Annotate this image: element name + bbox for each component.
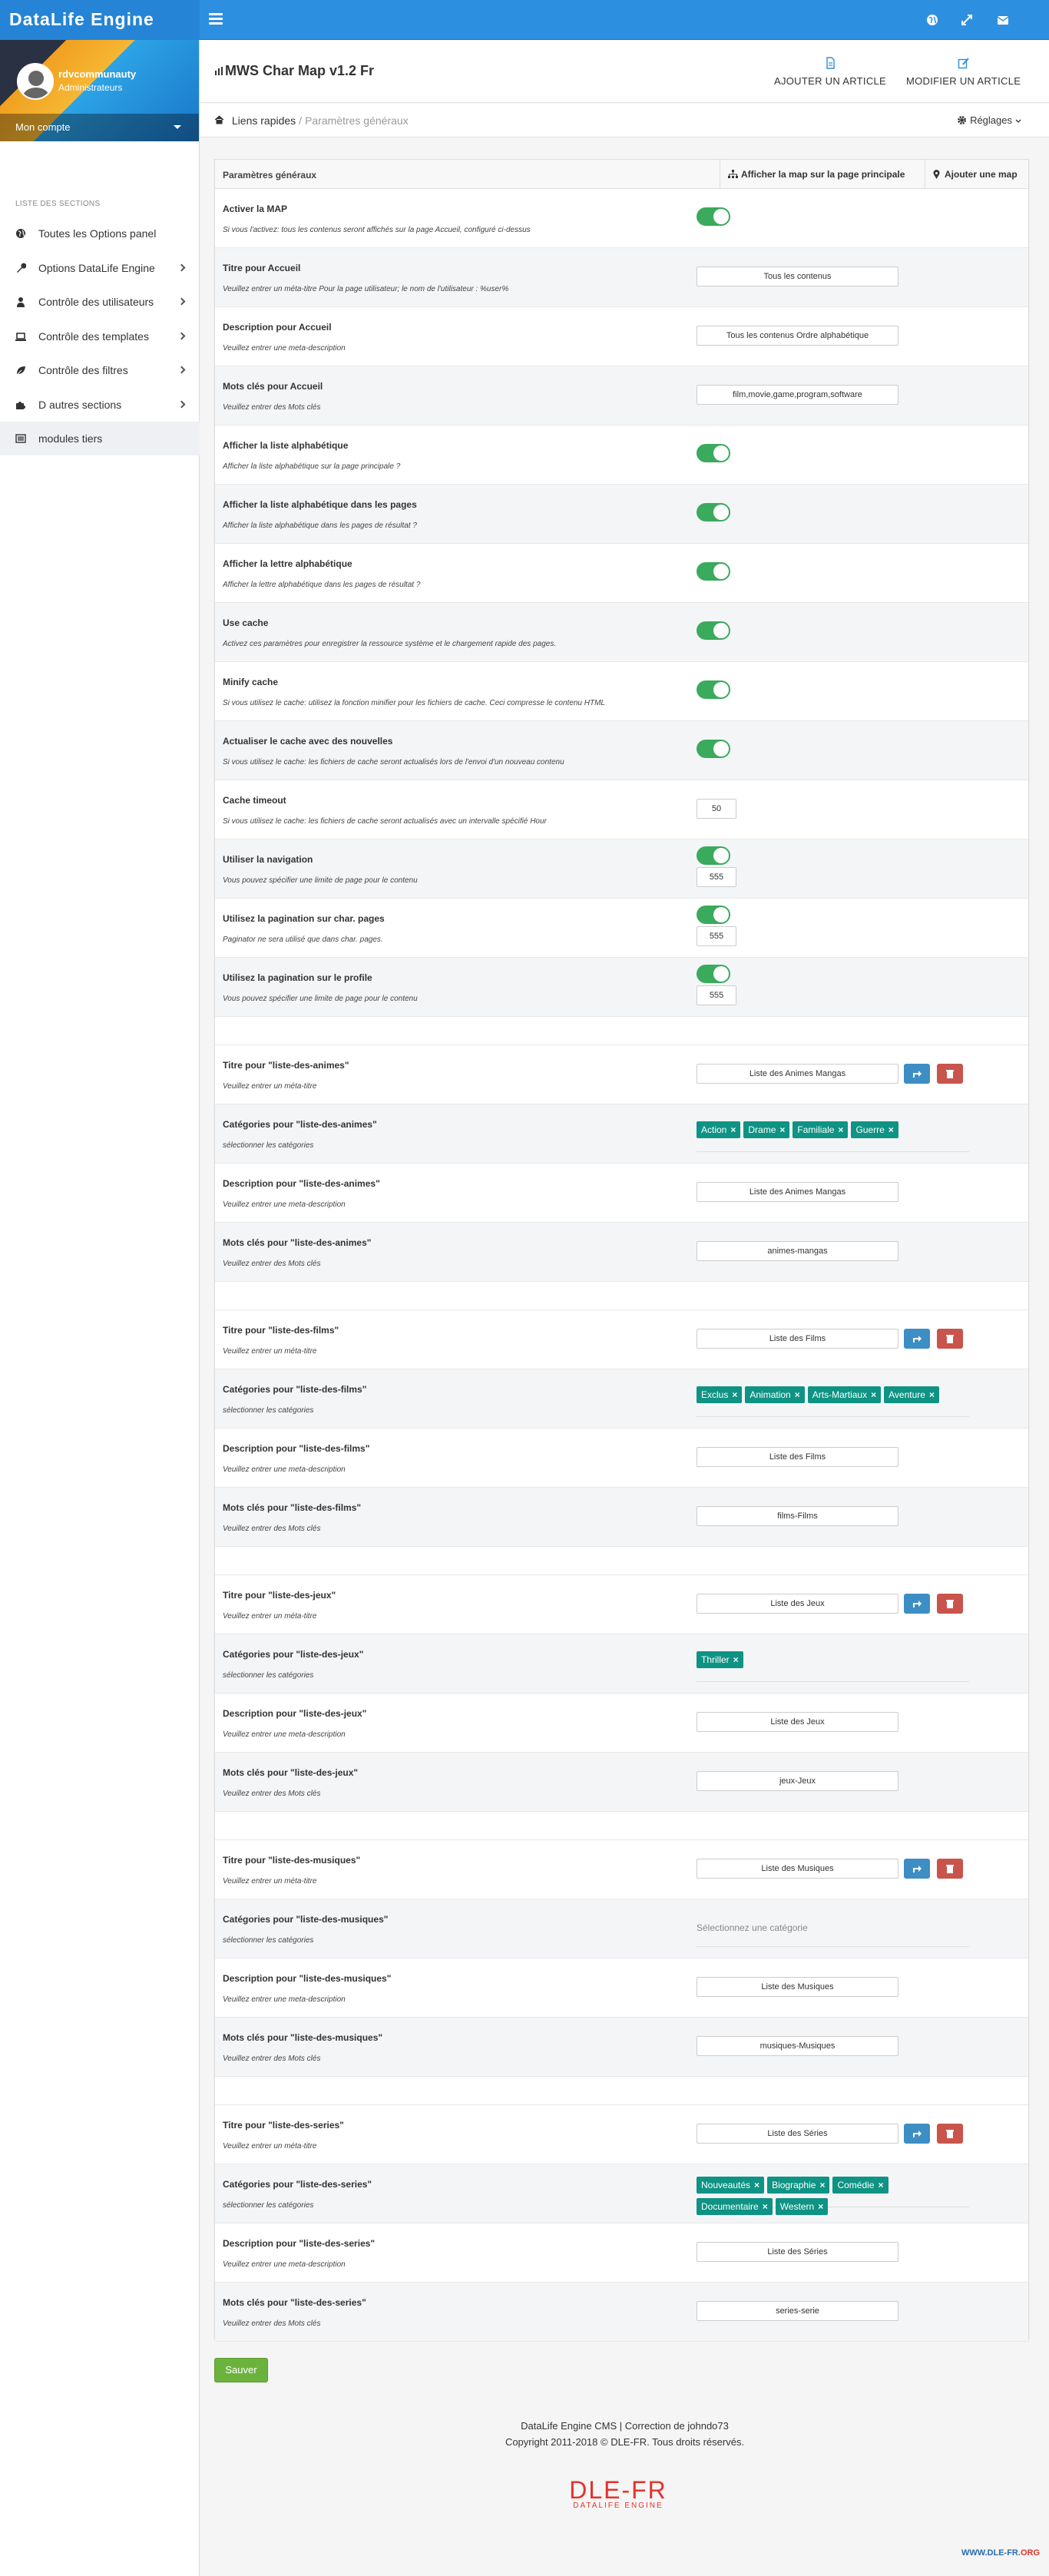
number-input[interactable]: 555 (697, 985, 736, 1005)
map-marker-icon (933, 170, 940, 179)
title-input[interactable]: Liste des Jeux (697, 1594, 898, 1614)
setting-label: Utilisez la pagination sur char. pages (223, 913, 385, 924)
delete-button[interactable] (937, 1329, 963, 1349)
globe-icon[interactable] (925, 13, 939, 27)
setting-label: Mots clés pour "liste-des-animes" (223, 1237, 372, 1248)
setting-row-utiliser-la-navigation (215, 839, 1028, 899)
avatar[interactable] (17, 63, 54, 100)
section-row-categories-liste-des-series (215, 2164, 1028, 2223)
keywords-input[interactable]: series-serie (697, 2301, 898, 2321)
setting-description: sélectionner les catégories (223, 2201, 314, 2210)
toggle-knob (713, 564, 729, 579)
gear-icon (957, 115, 967, 125)
title-input[interactable]: Liste des Musiques (697, 1859, 898, 1879)
section-row-title-liste-des-jeux (215, 1575, 1028, 1634)
bar-chart-icon (214, 66, 223, 75)
title-input[interactable]: Liste des Films (697, 1329, 898, 1349)
share-icon (912, 2129, 922, 2138)
setting-description: Afficher la liste alphabétique dans les pages de résultat ? (223, 521, 417, 530)
toggle-knob (713, 741, 729, 757)
toggle-switch[interactable] (697, 740, 730, 758)
remove-tag-icon[interactable]: × (838, 1124, 844, 1135)
panel-header (215, 160, 1028, 189)
breadcrumb-home-link[interactable]: Liens rapides (231, 114, 296, 127)
category-tag (808, 1386, 881, 1403)
category-select[interactable] (697, 1916, 969, 1947)
setting-label: Titre pour "liste-des-films" (223, 1325, 339, 1336)
section-row-description-liste-des-films (215, 1429, 1028, 1488)
wrench-icon (15, 263, 26, 273)
sidebar (0, 40, 200, 2576)
footer-credits: DataLife Engine CMS | Correction de johndo73 (521, 2420, 729, 2432)
page-title-text: MWS Char Map v1.2 Fr (225, 63, 375, 78)
footer-copyright: Copyright 2011-2018 © DLE-FR. Tous droits réservés. (505, 2436, 745, 2448)
setting-label: Description pour "liste-des-series" (223, 2238, 376, 2249)
category-select[interactable] (697, 2177, 969, 2212)
category-tag-label: Biographie (772, 2180, 816, 2190)
setting-row-actualiser-le-cache-avec-des-nouvelles (215, 721, 1028, 780)
category-tag (745, 1386, 804, 1403)
category-tag (884, 1386, 939, 1403)
remove-tag-icon[interactable]: × (730, 1124, 736, 1135)
sidebar-item-controle-des-utilisateurs[interactable] (0, 285, 200, 319)
add-map-button[interactable] (925, 160, 1025, 189)
setting-description: Veuillez entrer un méta-titre (223, 1347, 317, 1356)
section-row-title-liste-des-musiques (215, 1840, 1028, 1899)
setting-description: Veuillez entrer des Mots clés (223, 403, 321, 412)
setting-description: Veuillez entrer des Mots clés (223, 1790, 321, 1798)
category-tag (793, 1121, 848, 1138)
setting-label: Mots clés pour "liste-des-films" (223, 1502, 362, 1513)
setting-description: Activez ces paramètres pour enregistrer la ressource système et le chargement rapide des pages. (223, 640, 557, 648)
section-row-keywords-liste-des-films (215, 1488, 1028, 1547)
category-tag (697, 1386, 742, 1403)
toggle-switch[interactable] (697, 503, 730, 521)
setting-description: Veuillez entrer un méta-titre (223, 2142, 317, 2151)
toggle-knob (713, 682, 729, 697)
add-article-button[interactable] (774, 57, 886, 87)
remove-tag-icon[interactable]: × (754, 2180, 760, 2190)
setting-row-afficher-la-liste-alphabetique (215, 425, 1028, 485)
list-icon (15, 433, 26, 444)
setting-label: Afficher la liste alphabétique dans les pages (223, 499, 417, 510)
setting-description: Veuillez entrer des Mots clés (223, 1525, 321, 1533)
keywords-input[interactable]: jeux-Jeux (697, 1771, 898, 1791)
toggle-switch[interactable] (697, 680, 730, 699)
setting-label: Catégories pour "liste-des-musiques" (223, 1914, 389, 1925)
setting-label: Afficher la lettre alphabétique (223, 558, 352, 569)
setting-label: Titre pour "liste-des-series" (223, 2120, 344, 2131)
setting-description: Si vous utilisez le cache: utilisez la fonction minifier pour les fichiers de cache. Ceci compresse le contenu HTML (223, 699, 605, 707)
section-spacer (215, 1812, 1028, 1840)
setting-label: Mots clés pour "liste-des-jeux" (223, 1767, 359, 1778)
setting-description: Veuillez entrer une meta-description (223, 1730, 346, 1739)
settings-dropdown[interactable] (957, 114, 1021, 126)
toggle-knob (713, 907, 729, 922)
user-name: rdvcommunauty (58, 68, 137, 80)
chevron-down-icon (1015, 119, 1021, 124)
setting-label: Afficher la liste alphabétique (223, 440, 349, 451)
section-row-categories-liste-des-musiques (215, 1899, 1028, 1958)
remove-tag-icon[interactable]: × (762, 2201, 768, 2212)
section-spacer (215, 1547, 1028, 1575)
sidebar-item-options-datalife-engine[interactable] (0, 251, 200, 285)
sidebar-item-controle-des-templates[interactable] (0, 320, 200, 353)
share-button[interactable] (904, 1594, 930, 1614)
sidebar-item-label: Contrôle des filtres (38, 364, 128, 376)
setting-description: sélectionner les catégories (223, 1141, 314, 1150)
remove-tag-icon[interactable]: × (871, 1389, 877, 1400)
page-header (200, 40, 1049, 103)
share-icon (912, 1334, 922, 1343)
category-tag-label: Western (779, 2201, 815, 2212)
category-tag (832, 2177, 888, 2194)
setting-label: Titre pour "liste-des-musiques" (223, 1855, 361, 1866)
setting-label: Titre pour "liste-des-jeux" (223, 1590, 336, 1601)
file-icon (824, 57, 836, 69)
setting-row-cache-timeout (215, 780, 1028, 839)
account-menu-label: Mon compte (15, 121, 71, 133)
toggle-switch[interactable] (697, 906, 730, 924)
section-spacer (215, 1017, 1028, 1045)
setting-label: Mots clés pour "liste-des-musiques" (223, 2032, 383, 2043)
category-tag (697, 2198, 773, 2215)
toggle-switch[interactable] (697, 621, 730, 640)
footer (200, 2418, 1049, 2450)
title-input[interactable]: Liste des Animes Mangas (697, 1064, 898, 1084)
toggle-switch[interactable] (697, 846, 730, 865)
keywords-input[interactable]: films-Films (697, 1506, 898, 1526)
setting-description: Veuillez entrer des Mots clés (223, 1260, 321, 1268)
trash-icon (945, 1334, 955, 1343)
setting-label: Use cache (223, 618, 269, 628)
setting-description: Si vous utilisez le cache: les fichiers de cache seront actualisés avec un intervalle spécifié Hour (223, 817, 547, 826)
setting-description: Si vous l'activez: tous les contenus seront affichés sur la page Accueil, configuré ci-dessus (223, 226, 531, 234)
category-tag-label: Guerre (855, 1124, 885, 1135)
home-icon (214, 115, 224, 124)
category-tag (767, 2177, 829, 2194)
setting-row-minify-cache (215, 662, 1028, 721)
nav-section-title: LISTE DES SECTIONS (15, 200, 101, 208)
edit-article-button[interactable] (906, 57, 1021, 87)
section-row-description-liste-des-animes (215, 1164, 1028, 1223)
trash-icon (945, 2129, 955, 2138)
delete-button[interactable] (937, 1594, 963, 1614)
envelope-icon[interactable] (996, 13, 1010, 27)
share-icon (912, 1864, 922, 1873)
sidebar-item-label: Options DataLife Engine (38, 261, 155, 274)
setting-label: Titre pour Accueil (223, 263, 301, 273)
save-button[interactable]: Sauver (214, 2358, 268, 2382)
share-button[interactable] (904, 1859, 930, 1879)
settings-label: Réglages (970, 114, 1012, 126)
setting-label: Catégories pour "liste-des-jeux" (223, 1649, 364, 1660)
remove-tag-icon[interactable]: × (928, 1389, 935, 1400)
setting-label: Actualiser le cache avec des nouvelles (223, 736, 393, 747)
description-input[interactable]: Liste des Séries (697, 2242, 898, 2262)
setting-label: Utilisez la pagination sur le profile (223, 972, 372, 983)
section-row-title-liste-des-films (215, 1310, 1028, 1369)
number-input[interactable]: 555 (697, 926, 736, 946)
share-icon (912, 1069, 922, 1078)
edit-article-label: MODIFIER UN ARTICLE (906, 75, 1021, 87)
setting-row-utilisez-la-pagination-sur-char-pages (215, 899, 1028, 958)
setting-row-titre-pour-accueil (215, 248, 1028, 307)
chevron-right-icon (178, 366, 186, 374)
edit-icon (958, 57, 970, 69)
sitemap-icon (728, 170, 738, 179)
toggle-knob (713, 505, 729, 520)
setting-label: Catégories pour "liste-des-series" (223, 2179, 372, 2190)
setting-label: Mots clés pour "liste-des-series" (223, 2297, 366, 2308)
chevron-right-icon (178, 332, 186, 339)
logo-subtext: DATALIFE ENGINE (573, 2502, 663, 2510)
setting-label: Catégories pour "liste-des-films" (223, 1384, 367, 1395)
setting-description: Afficher la lettre alphabétique dans les pages de résultat ? (223, 581, 421, 589)
chevron-right-icon (178, 298, 186, 306)
toggle-knob (713, 209, 729, 224)
sidebar-item-label: Contrôle des templates (38, 329, 149, 343)
category-tag-label: Documentaire (701, 2201, 759, 2212)
toggle-knob (713, 966, 729, 982)
section-row-description-liste-des-jeux (215, 1694, 1028, 1753)
category-tag (743, 1121, 789, 1138)
setting-label: Catégories pour "liste-des-animes" (223, 1119, 377, 1130)
category-tag-label: Comédie (837, 2180, 875, 2190)
setting-description: Veuillez entrer un méta-titre Pour la page utilisateur; le nom de l'utilisateur : %user% (223, 285, 509, 293)
user-role: Administrateurs (58, 82, 123, 93)
share-button[interactable] (904, 2124, 930, 2144)
watermark-tld: ORG (1020, 2548, 1040, 2558)
delete-button[interactable] (937, 1064, 963, 1084)
sidebar-item-controle-des-filtres[interactable] (0, 353, 200, 387)
setting-label: Description pour "liste-des-animes" (223, 1178, 380, 1189)
remove-tag-icon[interactable]: × (794, 1389, 800, 1400)
section-spacer (215, 1282, 1028, 1310)
toggle-switch[interactable] (697, 207, 730, 226)
section-row-keywords-liste-des-animes (215, 1223, 1028, 1282)
description-input[interactable]: Liste des Animes Mangas (697, 1182, 898, 1202)
laptop-icon (15, 331, 26, 342)
user-icon (15, 296, 26, 307)
watermark (961, 2548, 1040, 2558)
category-tag (697, 1651, 743, 1668)
category-tag-label: Aventure (889, 1389, 925, 1400)
section-row-keywords-liste-des-musiques (215, 2018, 1028, 2077)
number-input[interactable]: 555 (697, 867, 736, 887)
account-menu-button[interactable] (0, 114, 199, 141)
section-spacer (215, 2077, 1028, 2105)
setting-label: Utiliser la navigation (223, 854, 313, 865)
setting-label: Cache timeout (223, 795, 286, 806)
setting-description: Veuillez entrer une meta-description (223, 1200, 346, 1209)
trash-icon (945, 1599, 955, 1608)
trash-icon (945, 1864, 955, 1873)
add-article-label: AJOUTER UN ARTICLE (774, 75, 887, 87)
share-button[interactable] (904, 1064, 930, 1084)
setting-description: Afficher la liste alphabétique sur la page principale ? (223, 462, 401, 471)
remove-tag-icon[interactable]: × (818, 2201, 824, 2212)
section-row-categories-liste-des-films (215, 1369, 1028, 1429)
setting-label: Description pour Accueil (223, 322, 332, 333)
category-tag-label: Drame (748, 1124, 776, 1135)
chevron-right-icon (178, 400, 186, 408)
add-map-label: Ajouter une map (945, 169, 1018, 180)
settings-panel (214, 159, 1029, 2339)
setting-description: Vous pouvez spécifier une limite de page pour le contenu (223, 876, 418, 885)
setting-label: Description pour "liste-des-musiques" (223, 1973, 392, 1984)
category-tag (697, 1121, 740, 1138)
toggle-knob (713, 445, 729, 461)
keywords-input[interactable]: musiques-Musiques (697, 2036, 898, 2056)
description-input[interactable]: Liste des Films (697, 1447, 898, 1467)
setting-description: Veuillez entrer des Mots clés (223, 2319, 321, 2328)
setting-description: sélectionner les catégories (223, 1671, 314, 1680)
logo-text: DLE-FR (569, 2476, 667, 2504)
section-row-categories-liste-des-animes (215, 1104, 1028, 1164)
leaf-icon (15, 365, 26, 376)
description-input[interactable]: Liste des Jeux (697, 1712, 898, 1732)
trash-icon (945, 1069, 955, 1078)
setting-description: Veuillez entrer des Mots clés (223, 2055, 321, 2063)
text-input[interactable]: Tous les contenus (697, 267, 898, 286)
category-tag-label: Thriller (701, 1654, 730, 1665)
setting-description: sélectionner les catégories (223, 1406, 314, 1415)
category-tag-label: Nouveautés (701, 2180, 751, 2190)
remove-tag-icon[interactable]: × (732, 1389, 738, 1400)
sidebar-item-label: D autres sections (38, 398, 122, 411)
globe-icon (15, 228, 26, 239)
category-tag-label: Animation (750, 1389, 791, 1400)
toggle-switch[interactable] (697, 562, 730, 581)
category-placeholder: Sélectionnez une catégorie (697, 1922, 808, 1933)
category-tag-label: Action (701, 1124, 727, 1135)
fullscreen-icon[interactable] (960, 13, 974, 27)
setting-description: Veuillez entrer une meta-description (223, 344, 346, 353)
setting-description: Veuillez entrer un méta-titre (223, 1612, 317, 1621)
top-navbar (0, 0, 1049, 40)
setting-description: Veuillez entrer un méta-titre (223, 1877, 317, 1886)
show-map-button[interactable] (720, 160, 912, 189)
setting-description: Si vous utilisez le cache: les fichiers de cache seront actualisés lors de l'envoi d'un nouveau contenu (223, 758, 564, 767)
section-row-categories-liste-des-jeux (215, 1634, 1028, 1694)
puzzle-icon (15, 399, 26, 410)
number-input[interactable]: 50 (697, 799, 736, 819)
remove-tag-icon[interactable]: × (888, 1124, 894, 1135)
setting-description: Veuillez entrer une meta-description (223, 1995, 346, 2004)
remove-tag-icon[interactable]: × (878, 2180, 884, 2190)
remove-tag-icon[interactable]: × (819, 2180, 826, 2190)
category-tag (697, 2177, 764, 2194)
category-tag-label: Familiale (797, 1124, 835, 1135)
sidebar-item-label: modules tiers (38, 432, 103, 445)
setting-label: Activer la MAP (223, 204, 288, 214)
toggle-switch[interactable] (697, 444, 730, 462)
category-tag (851, 1121, 898, 1138)
share-button[interactable] (904, 1329, 930, 1349)
setting-row-utilisez-la-pagination-sur-le-profile (215, 958, 1028, 1017)
setting-label: Minify cache (223, 677, 279, 687)
section-row-keywords-liste-des-jeux (215, 1753, 1028, 1812)
sidebar-item-modules-tiers[interactable] (0, 422, 200, 455)
watermark-main: WWW.DLE-FR. (961, 2548, 1021, 2558)
setting-row-description-pour-accueil (215, 307, 1028, 366)
setting-row-use-cache (215, 603, 1028, 662)
share-icon (912, 1599, 922, 1608)
toggle-knob (713, 623, 729, 638)
title-input[interactable]: Liste des Séries (697, 2124, 898, 2144)
section-row-keywords-liste-des-series (215, 2283, 1028, 2342)
section-row-title-liste-des-animes (215, 1045, 1028, 1104)
keywords-input[interactable]: animes-mangas (697, 1241, 898, 1261)
sidebar-item-label: Toutes les Options panel (38, 227, 157, 240)
setting-label: Mots clés pour Accueil (223, 381, 323, 392)
section-row-title-liste-des-series (215, 2105, 1028, 2164)
remove-tag-icon[interactable]: × (779, 1124, 786, 1135)
category-select[interactable] (697, 1121, 969, 1152)
text-input[interactable]: film,movie,game,program,software (697, 385, 898, 405)
setting-description: Vous pouvez spécifier une limite de page pour le contenu (223, 995, 418, 1003)
description-input[interactable]: Liste des Musiques (697, 1977, 898, 1997)
setting-label: Description pour "liste-des-films" (223, 1443, 370, 1454)
text-input[interactable]: Tous les contenus Ordre alphabétique (697, 326, 898, 346)
panel-title: Paramètres généraux (223, 170, 317, 180)
setting-row-activer-la-map (215, 189, 1028, 248)
setting-description: Paginator ne sera utilisé que dans char. pages. (223, 935, 383, 944)
category-tag (776, 2198, 828, 2215)
setting-description: Veuillez entrer une meta-description (223, 1465, 346, 1474)
breadcrumb (214, 114, 409, 127)
sidebar-item-d-autres-sections[interactable] (0, 388, 200, 422)
setting-row-afficher-la-liste-alphabetique-dans-les-pages (215, 485, 1028, 544)
category-select[interactable] (697, 1651, 969, 1682)
setting-row-afficher-la-lettre-alphabetique (215, 544, 1028, 603)
setting-label: Titre pour "liste-des-animes" (223, 1060, 349, 1071)
user-profile-card (0, 40, 199, 141)
brand-logo[interactable]: DataLife Engine (0, 0, 200, 40)
toggle-switch[interactable] (697, 965, 730, 983)
section-row-description-liste-des-series (215, 2223, 1028, 2283)
setting-label: Description pour "liste-des-jeux" (223, 1708, 367, 1719)
chevron-right-icon (178, 263, 186, 271)
breadcrumb-separator: / (299, 114, 303, 127)
caret-down-icon (174, 125, 181, 129)
delete-button[interactable] (937, 2124, 963, 2144)
menu-toggle-icon[interactable] (209, 12, 223, 25)
toggle-knob (713, 848, 729, 863)
breadcrumb-current: Paramètres généraux (305, 114, 409, 127)
category-tag-label: Exclus (701, 1389, 729, 1400)
sidebar-item-label: Contrôle des utilisateurs (38, 296, 154, 308)
setting-description: Veuillez entrer une meta-description (223, 2260, 346, 2269)
page-title (214, 63, 374, 79)
setting-description: Veuillez entrer un méta-titre (223, 1082, 317, 1091)
setting-description: sélectionner les catégories (223, 1936, 314, 1945)
show-map-label: Afficher la map sur la page principale (741, 169, 905, 180)
section-row-description-liste-des-musiques (215, 1958, 1028, 2018)
setting-row-mots-cles-pour-accueil (215, 366, 1028, 425)
category-select[interactable] (697, 1386, 969, 1417)
dle-fr-logo[interactable] (568, 2476, 668, 2510)
breadcrumb-bar (200, 104, 1049, 137)
remove-tag-icon[interactable]: × (733, 1654, 739, 1665)
delete-button[interactable] (937, 1859, 963, 1879)
sidebar-item-toutes-les-options-panel[interactable] (0, 217, 200, 250)
category-tag-label: Arts-Martiaux (812, 1389, 868, 1400)
